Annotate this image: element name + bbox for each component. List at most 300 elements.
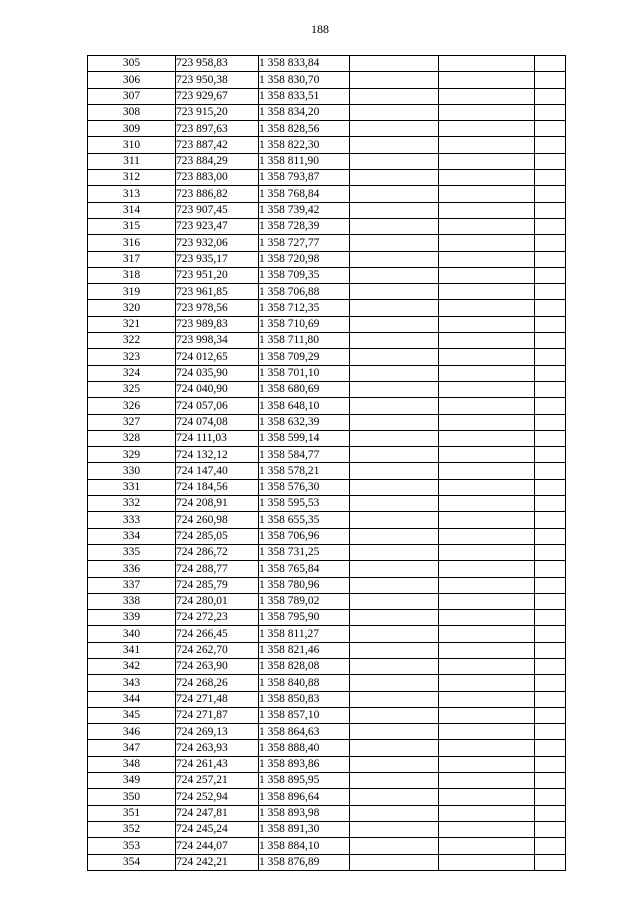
empty-cell — [350, 740, 439, 756]
empty-cell — [350, 544, 439, 560]
x-coordinate-cell: 724 242,21 — [176, 854, 259, 870]
empty-cell — [350, 724, 439, 740]
x-coordinate-cell: 723 915,20 — [176, 104, 259, 120]
x-coordinate-cell: 723 958,83 — [176, 56, 259, 72]
empty-cell — [535, 104, 566, 120]
point-number-cell: 345 — [88, 707, 176, 723]
point-number-cell: 318 — [88, 267, 176, 283]
empty-cell — [535, 756, 566, 772]
point-number-cell: 342 — [88, 658, 176, 674]
table-row — [88, 675, 566, 691]
empty-cell — [439, 544, 535, 560]
empty-cell — [535, 544, 566, 560]
x-coordinate-cell: 724 247,81 — [176, 805, 259, 821]
empty-cell — [439, 496, 535, 512]
empty-cell — [350, 72, 439, 88]
table-row — [88, 707, 566, 723]
x-coordinate-cell: 723 884,29 — [176, 153, 259, 169]
point-number-cell: 324 — [88, 365, 176, 381]
empty-cell — [439, 838, 535, 854]
point-number-cell: 331 — [88, 479, 176, 495]
y-coordinate-cell: 1 358 768,84 — [259, 186, 350, 202]
y-coordinate-cell: 1 358 632,39 — [259, 414, 350, 430]
empty-cell — [439, 381, 535, 397]
empty-cell — [535, 414, 566, 430]
empty-cell — [439, 821, 535, 837]
empty-cell — [439, 740, 535, 756]
empty-cell — [439, 707, 535, 723]
empty-cell — [535, 740, 566, 756]
x-coordinate-cell: 723 961,85 — [176, 284, 259, 300]
point-number-cell: 349 — [88, 773, 176, 789]
y-coordinate-cell: 1 358 795,90 — [259, 610, 350, 626]
empty-cell — [439, 593, 535, 609]
table-row — [88, 300, 566, 316]
table-row — [88, 218, 566, 234]
empty-cell — [535, 463, 566, 479]
empty-cell — [535, 88, 566, 104]
x-coordinate-cell: 723 932,06 — [176, 235, 259, 251]
x-coordinate-cell: 724 262,70 — [176, 642, 259, 658]
empty-cell — [535, 610, 566, 626]
point-number-cell: 308 — [88, 104, 176, 120]
empty-cell — [439, 658, 535, 674]
empty-cell — [439, 675, 535, 691]
x-coordinate-cell: 724 111,03 — [176, 430, 259, 446]
x-coordinate-cell: 724 245,24 — [176, 821, 259, 837]
empty-cell — [439, 789, 535, 805]
empty-cell — [439, 170, 535, 186]
empty-cell — [350, 789, 439, 805]
x-coordinate-cell: 724 261,43 — [176, 756, 259, 772]
empty-cell — [535, 235, 566, 251]
empty-cell — [535, 381, 566, 397]
empty-cell — [350, 251, 439, 267]
table-row — [88, 251, 566, 267]
table-row — [88, 235, 566, 251]
table-row — [88, 463, 566, 479]
point-number-cell: 325 — [88, 381, 176, 397]
table-row — [88, 479, 566, 495]
table-row — [88, 414, 566, 430]
y-coordinate-cell: 1 358 893,98 — [259, 805, 350, 821]
table-row — [88, 153, 566, 169]
y-coordinate-cell: 1 358 884,10 — [259, 838, 350, 854]
point-number-cell: 346 — [88, 724, 176, 740]
x-coordinate-cell: 724 286,72 — [176, 544, 259, 560]
y-coordinate-cell: 1 358 864,63 — [259, 724, 350, 740]
empty-cell — [439, 365, 535, 381]
table-row — [88, 72, 566, 88]
empty-cell — [439, 447, 535, 463]
empty-cell — [350, 512, 439, 528]
empty-cell — [350, 300, 439, 316]
point-number-cell: 354 — [88, 854, 176, 870]
empty-cell — [439, 251, 535, 267]
table-row — [88, 626, 566, 642]
point-number-cell: 305 — [88, 56, 176, 72]
empty-cell — [439, 512, 535, 528]
point-number-cell: 333 — [88, 512, 176, 528]
empty-cell — [535, 561, 566, 577]
x-coordinate-cell: 724 012,65 — [176, 349, 259, 365]
empty-cell — [350, 496, 439, 512]
x-coordinate-cell: 723 989,83 — [176, 316, 259, 332]
x-coordinate-cell: 723 887,42 — [176, 137, 259, 153]
empty-cell — [439, 805, 535, 821]
point-number-cell: 315 — [88, 218, 176, 234]
x-coordinate-cell: 724 260,98 — [176, 512, 259, 528]
x-coordinate-cell: 724 271,48 — [176, 691, 259, 707]
empty-cell — [535, 854, 566, 870]
empty-cell — [535, 512, 566, 528]
x-coordinate-cell: 724 252,94 — [176, 789, 259, 805]
empty-cell — [535, 447, 566, 463]
table-row — [88, 186, 566, 202]
empty-cell — [350, 284, 439, 300]
x-coordinate-cell: 723 929,67 — [176, 88, 259, 104]
empty-cell — [439, 333, 535, 349]
x-coordinate-cell: 724 257,21 — [176, 773, 259, 789]
table-row — [88, 88, 566, 104]
empty-cell — [350, 398, 439, 414]
y-coordinate-cell: 1 358 850,83 — [259, 691, 350, 707]
y-coordinate-cell: 1 358 811,90 — [259, 153, 350, 169]
y-coordinate-cell: 1 358 711,80 — [259, 333, 350, 349]
table-row — [88, 658, 566, 674]
table-row — [88, 202, 566, 218]
x-coordinate-cell: 724 263,90 — [176, 658, 259, 674]
empty-cell — [350, 121, 439, 137]
y-coordinate-cell: 1 358 680,69 — [259, 381, 350, 397]
coordinates-table — [87, 55, 566, 871]
table-row — [88, 838, 566, 854]
point-number-cell: 306 — [88, 72, 176, 88]
empty-cell — [439, 773, 535, 789]
y-coordinate-cell: 1 358 710,69 — [259, 316, 350, 332]
x-coordinate-cell: 723 886,82 — [176, 186, 259, 202]
y-coordinate-cell: 1 358 720,98 — [259, 251, 350, 267]
empty-cell — [439, 267, 535, 283]
empty-cell — [535, 398, 566, 414]
empty-cell — [439, 202, 535, 218]
y-coordinate-cell: 1 358 701,10 — [259, 365, 350, 381]
empty-cell — [535, 349, 566, 365]
empty-cell — [439, 430, 535, 446]
table-row — [88, 496, 566, 512]
point-number-cell: 326 — [88, 398, 176, 414]
x-coordinate-cell: 724 269,13 — [176, 724, 259, 740]
table-row — [88, 349, 566, 365]
empty-cell — [439, 398, 535, 414]
table-row — [88, 121, 566, 137]
y-coordinate-cell: 1 358 595,53 — [259, 496, 350, 512]
empty-cell — [439, 561, 535, 577]
table-row — [88, 740, 566, 756]
y-coordinate-cell: 1 358 834,20 — [259, 104, 350, 120]
x-coordinate-cell: 724 057,06 — [176, 398, 259, 414]
x-coordinate-cell: 724 040,90 — [176, 381, 259, 397]
empty-cell — [535, 267, 566, 283]
x-coordinate-cell: 723 978,56 — [176, 300, 259, 316]
empty-cell — [350, 104, 439, 120]
empty-cell — [535, 593, 566, 609]
table-row — [88, 593, 566, 609]
y-coordinate-cell: 1 358 828,56 — [259, 121, 350, 137]
table-row — [88, 821, 566, 837]
x-coordinate-cell: 724 132,12 — [176, 447, 259, 463]
empty-cell — [439, 463, 535, 479]
table-row — [88, 773, 566, 789]
empty-cell — [350, 365, 439, 381]
y-coordinate-cell: 1 358 896,64 — [259, 789, 350, 805]
empty-cell — [350, 218, 439, 234]
point-number-cell: 335 — [88, 544, 176, 560]
x-coordinate-cell: 724 208,91 — [176, 496, 259, 512]
empty-cell — [350, 430, 439, 446]
empty-cell — [535, 821, 566, 837]
table-row — [88, 430, 566, 446]
y-coordinate-cell: 1 358 655,35 — [259, 512, 350, 528]
x-coordinate-cell: 723 883,00 — [176, 170, 259, 186]
table-row — [88, 267, 566, 283]
x-coordinate-cell: 724 184,56 — [176, 479, 259, 495]
empty-cell — [535, 658, 566, 674]
empty-cell — [439, 235, 535, 251]
empty-cell — [439, 153, 535, 169]
y-coordinate-cell: 1 358 709,29 — [259, 349, 350, 365]
empty-cell — [535, 137, 566, 153]
empty-cell — [535, 707, 566, 723]
empty-cell — [535, 724, 566, 740]
table-row — [88, 381, 566, 397]
y-coordinate-cell: 1 358 584,77 — [259, 447, 350, 463]
empty-cell — [350, 691, 439, 707]
page-number: 188 — [311, 22, 329, 36]
empty-cell — [535, 789, 566, 805]
y-coordinate-cell: 1 358 709,35 — [259, 267, 350, 283]
table-row — [88, 512, 566, 528]
point-number-cell: 319 — [88, 284, 176, 300]
point-number-cell: 347 — [88, 740, 176, 756]
empty-cell — [350, 88, 439, 104]
empty-cell — [350, 642, 439, 658]
empty-cell — [535, 121, 566, 137]
y-coordinate-cell: 1 358 830,70 — [259, 72, 350, 88]
table-row — [88, 137, 566, 153]
empty-cell — [439, 414, 535, 430]
empty-cell — [350, 170, 439, 186]
empty-cell — [439, 300, 535, 316]
empty-cell — [350, 528, 439, 544]
x-coordinate-cell: 724 272,23 — [176, 610, 259, 626]
empty-cell — [439, 577, 535, 593]
empty-cell — [439, 724, 535, 740]
empty-cell — [535, 626, 566, 642]
empty-cell — [535, 365, 566, 381]
empty-cell — [439, 104, 535, 120]
empty-cell — [439, 626, 535, 642]
empty-cell — [535, 186, 566, 202]
empty-cell — [439, 642, 535, 658]
point-number-cell: 322 — [88, 333, 176, 349]
empty-cell — [350, 186, 439, 202]
empty-cell — [350, 805, 439, 821]
empty-cell — [535, 333, 566, 349]
x-coordinate-cell: 723 907,45 — [176, 202, 259, 218]
empty-cell — [350, 626, 439, 642]
x-coordinate-cell: 723 897,63 — [176, 121, 259, 137]
y-coordinate-cell: 1 358 706,88 — [259, 284, 350, 300]
table-row — [88, 447, 566, 463]
point-number-cell: 343 — [88, 675, 176, 691]
empty-cell — [350, 414, 439, 430]
point-number-cell: 352 — [88, 821, 176, 837]
y-coordinate-cell: 1 358 821,46 — [259, 642, 350, 658]
y-coordinate-cell: 1 358 576,30 — [259, 479, 350, 495]
point-number-cell: 348 — [88, 756, 176, 772]
x-coordinate-cell: 724 268,26 — [176, 675, 259, 691]
point-number-cell: 337 — [88, 577, 176, 593]
empty-cell — [535, 316, 566, 332]
empty-cell — [350, 235, 439, 251]
point-number-cell: 332 — [88, 496, 176, 512]
empty-cell — [535, 675, 566, 691]
x-coordinate-cell: 724 263,93 — [176, 740, 259, 756]
table-row — [88, 544, 566, 560]
empty-cell — [439, 691, 535, 707]
y-coordinate-cell: 1 358 833,51 — [259, 88, 350, 104]
point-number-cell: 311 — [88, 153, 176, 169]
point-number-cell: 353 — [88, 838, 176, 854]
y-coordinate-cell: 1 358 739,42 — [259, 202, 350, 218]
table-row — [88, 333, 566, 349]
empty-cell — [439, 528, 535, 544]
x-coordinate-cell: 723 935,17 — [176, 251, 259, 267]
empty-cell — [535, 528, 566, 544]
point-number-cell: 351 — [88, 805, 176, 821]
empty-cell — [350, 675, 439, 691]
y-coordinate-cell: 1 358 893,86 — [259, 756, 350, 772]
table-row — [88, 104, 566, 120]
empty-cell — [535, 838, 566, 854]
empty-cell — [350, 577, 439, 593]
empty-cell — [535, 430, 566, 446]
empty-cell — [350, 756, 439, 772]
point-number-cell: 320 — [88, 300, 176, 316]
y-coordinate-cell: 1 358 731,25 — [259, 544, 350, 560]
table-row — [88, 724, 566, 740]
empty-cell — [439, 88, 535, 104]
point-number-cell: 329 — [88, 447, 176, 463]
empty-cell — [350, 593, 439, 609]
empty-cell — [439, 284, 535, 300]
y-coordinate-cell: 1 358 578,21 — [259, 463, 350, 479]
empty-cell — [350, 773, 439, 789]
point-number-cell: 341 — [88, 642, 176, 658]
x-coordinate-cell: 724 035,90 — [176, 365, 259, 381]
empty-cell — [535, 805, 566, 821]
empty-cell — [350, 267, 439, 283]
table-row — [88, 284, 566, 300]
point-number-cell: 321 — [88, 316, 176, 332]
table-row — [88, 805, 566, 821]
empty-cell — [350, 333, 439, 349]
table-row — [88, 316, 566, 332]
empty-cell — [350, 707, 439, 723]
point-number-cell: 309 — [88, 121, 176, 137]
table-row — [88, 610, 566, 626]
empty-cell — [535, 202, 566, 218]
x-coordinate-cell: 724 266,45 — [176, 626, 259, 642]
x-coordinate-cell: 724 074,08 — [176, 414, 259, 430]
table-row — [88, 691, 566, 707]
empty-cell — [439, 137, 535, 153]
point-number-cell: 336 — [88, 561, 176, 577]
empty-cell — [350, 561, 439, 577]
empty-cell — [535, 56, 566, 72]
point-number-cell: 323 — [88, 349, 176, 365]
table-row — [88, 854, 566, 870]
y-coordinate-cell: 1 358 599,14 — [259, 430, 350, 446]
x-coordinate-cell: 724 244,07 — [176, 838, 259, 854]
point-number-cell: 344 — [88, 691, 176, 707]
coordinates-table-body — [88, 56, 566, 871]
point-number-cell: 313 — [88, 186, 176, 202]
empty-cell — [439, 186, 535, 202]
empty-cell — [350, 349, 439, 365]
empty-cell — [350, 447, 439, 463]
empty-cell — [350, 137, 439, 153]
y-coordinate-cell: 1 358 780,96 — [259, 577, 350, 593]
x-coordinate-cell: 723 950,38 — [176, 72, 259, 88]
empty-cell — [350, 153, 439, 169]
point-number-cell: 328 — [88, 430, 176, 446]
point-number-cell: 316 — [88, 235, 176, 251]
point-number-cell: 330 — [88, 463, 176, 479]
empty-cell — [535, 300, 566, 316]
empty-cell — [350, 463, 439, 479]
empty-cell — [350, 381, 439, 397]
point-number-cell: 317 — [88, 251, 176, 267]
table-row — [88, 170, 566, 186]
y-coordinate-cell: 1 358 728,39 — [259, 218, 350, 234]
y-coordinate-cell: 1 358 888,40 — [259, 740, 350, 756]
x-coordinate-cell: 724 288,77 — [176, 561, 259, 577]
point-number-cell: 327 — [88, 414, 176, 430]
empty-cell — [535, 218, 566, 234]
y-coordinate-cell: 1 358 765,84 — [259, 561, 350, 577]
y-coordinate-cell: 1 358 828,08 — [259, 658, 350, 674]
y-coordinate-cell: 1 358 712,35 — [259, 300, 350, 316]
y-coordinate-cell: 1 358 789,02 — [259, 593, 350, 609]
empty-cell — [535, 773, 566, 789]
y-coordinate-cell: 1 358 648,10 — [259, 398, 350, 414]
y-coordinate-cell: 1 358 833,84 — [259, 56, 350, 72]
empty-cell — [350, 56, 439, 72]
y-coordinate-cell: 1 358 895,95 — [259, 773, 350, 789]
empty-cell — [535, 577, 566, 593]
empty-cell — [535, 72, 566, 88]
empty-cell — [535, 251, 566, 267]
table-row — [88, 577, 566, 593]
empty-cell — [350, 202, 439, 218]
x-coordinate-cell: 724 280,01 — [176, 593, 259, 609]
empty-cell — [439, 56, 535, 72]
empty-cell — [350, 479, 439, 495]
point-number-cell: 338 — [88, 593, 176, 609]
empty-cell — [350, 658, 439, 674]
